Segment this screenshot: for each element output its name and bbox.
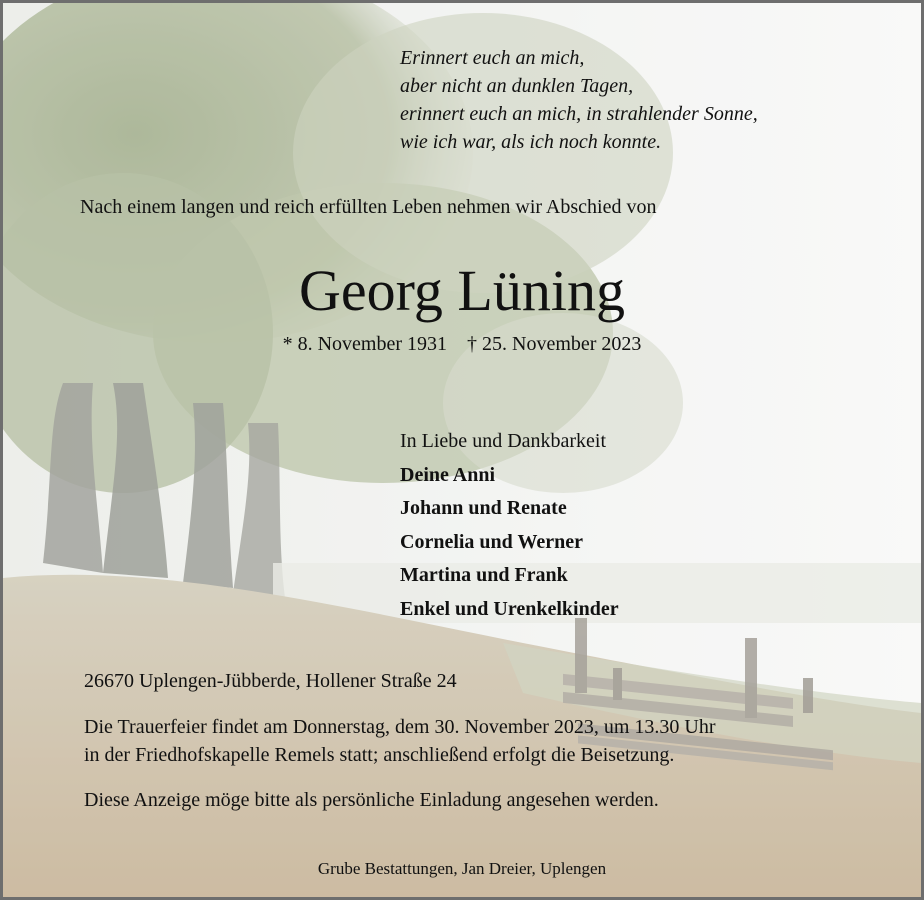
invitation-note: Diese Anzeige möge bitte als persönliche Einladung angesehen werden.	[84, 789, 659, 811]
mourner: Enkel und Urenkelkinder	[400, 597, 619, 620]
mourner: Cornelia und Werner	[400, 530, 583, 553]
poem-line: Erinnert euch an mich,	[400, 47, 585, 69]
mourners-list	[400, 425, 619, 626]
birth-date: * 8. November 1931	[282, 333, 447, 355]
ceremony-info	[84, 713, 716, 769]
poem-line: aber nicht an dunklen Tagen,	[400, 75, 634, 97]
funeral-home-credit: Grube Bestattungen, Jan Dreier, Uplengen	[317, 859, 607, 878]
life-dates	[3, 333, 921, 356]
poem-line: wie ich war, als ich noch konnte.	[400, 131, 662, 153]
mourners-intro: In Liebe und Dankbarkeit	[400, 430, 607, 452]
ceremony-line: Die Trauerfeier findet am Donnerstag, dem 30. November 2023, um 13.30 Uhr	[84, 716, 716, 738]
memorial-poem	[400, 44, 758, 156]
death-date: † 25. November 2023	[467, 333, 642, 355]
poem-line: erinnert euch an mich, in strahlender Sonne,	[400, 103, 758, 125]
mourner: Martina und Frank	[400, 564, 568, 586]
family-address: 26670 Uplengen-Jübberde, Hollener Straße 24	[84, 670, 457, 692]
deceased-name: Georg Lüning	[299, 258, 625, 323]
mourner: Deine Anni	[400, 463, 496, 486]
ceremony-line: in der Friedhofskapelle Remels statt; anschließend erfolgt die Beisetzung.	[84, 744, 675, 766]
mourner: Johann und Renate	[400, 497, 567, 519]
farewell-intro: Nach einem langen und reich erfüllten Leben nehmen wir Abschied von	[80, 196, 657, 218]
